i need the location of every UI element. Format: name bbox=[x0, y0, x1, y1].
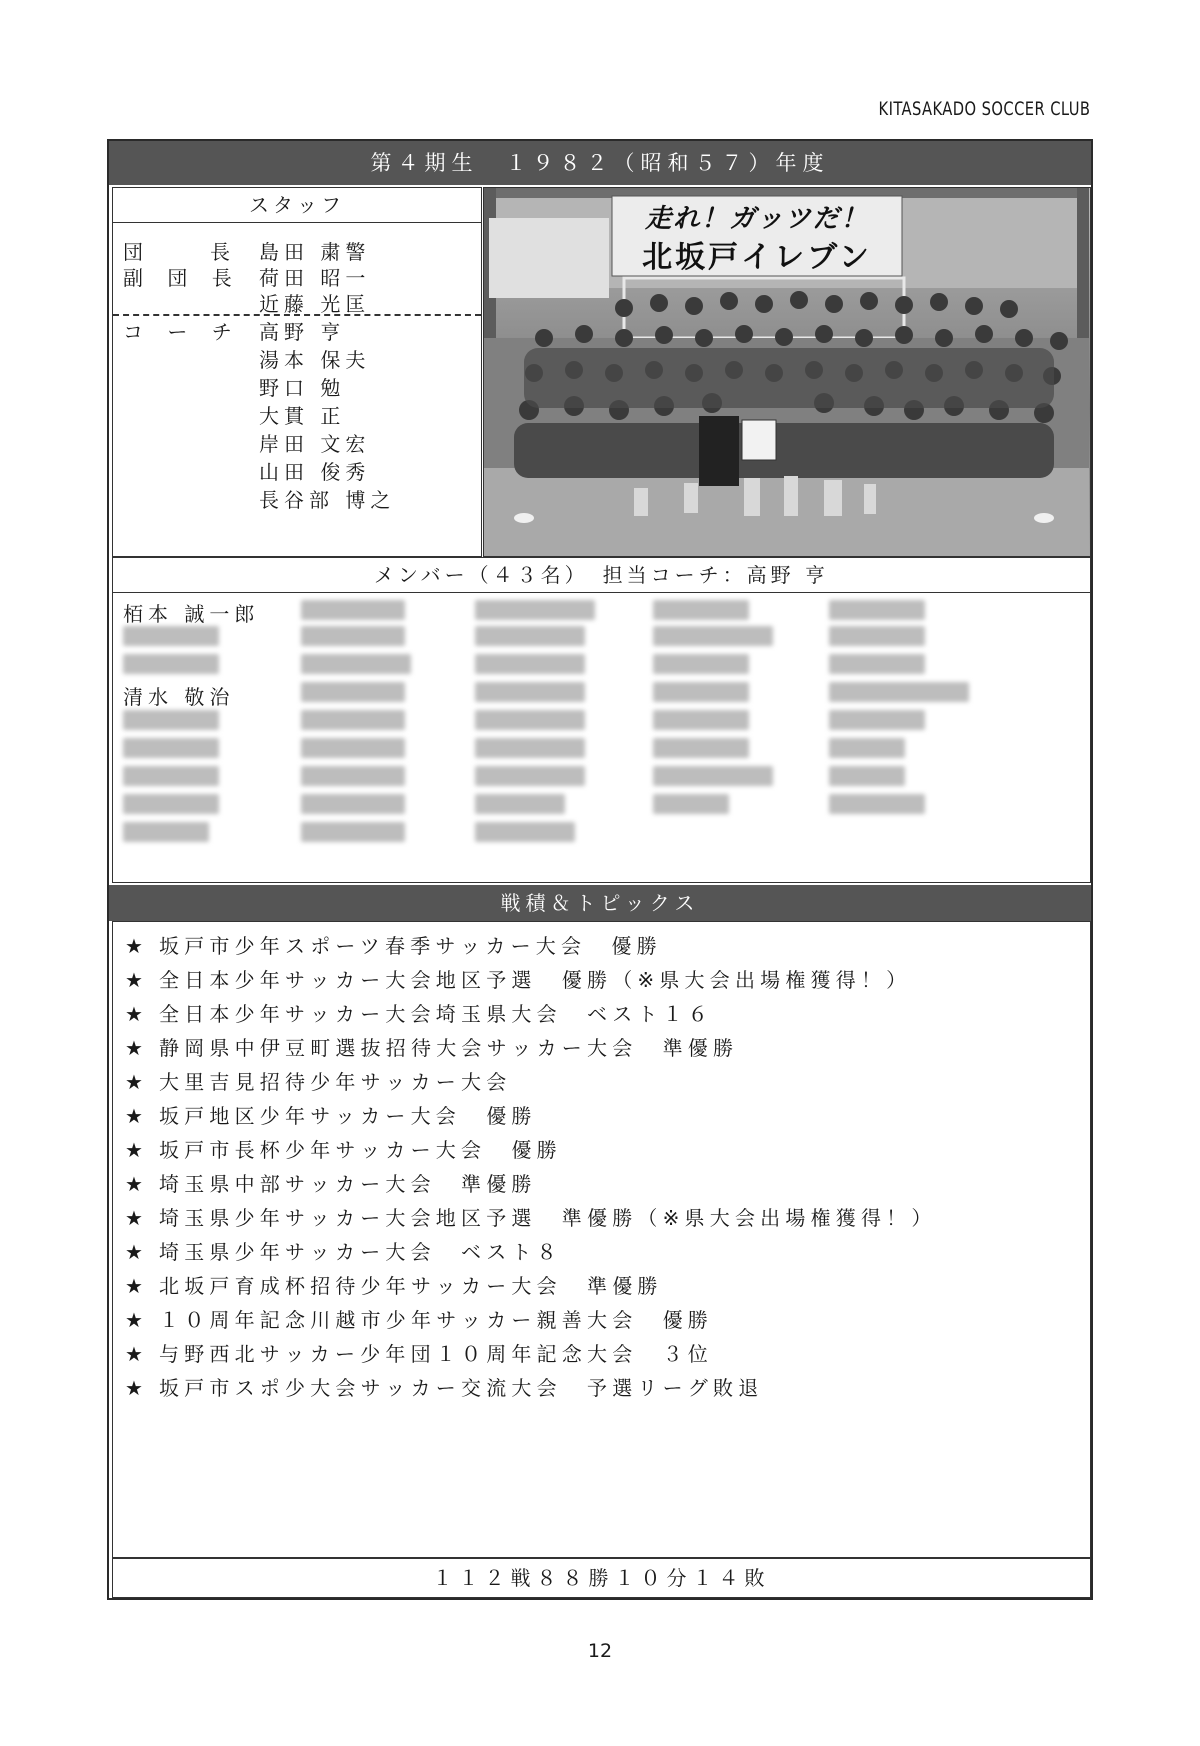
star-icon: ★ bbox=[125, 968, 143, 992]
season-record: １１２戦８８勝１０分１４敗 bbox=[112, 1558, 1091, 1598]
redacted-name bbox=[653, 682, 749, 702]
topic-item: ★ 埼玉県少年サッカー大会 ベスト８ bbox=[125, 1240, 562, 1264]
photo-banner-line1: 走れ！ガッツだ！ bbox=[645, 204, 869, 234]
redacted-name bbox=[829, 626, 925, 646]
member-name: 栢本 誠一郎 bbox=[123, 602, 260, 626]
redacted-name bbox=[475, 794, 565, 814]
staff-name: 近藤 光匡 bbox=[259, 292, 371, 316]
staff-role-coach: コ ー チ bbox=[123, 320, 241, 344]
page-number: 12 bbox=[587, 1640, 613, 1662]
star-icon: ★ bbox=[125, 1104, 143, 1128]
redacted-name bbox=[475, 738, 585, 758]
redacted-name bbox=[475, 710, 585, 730]
star-icon: ★ bbox=[125, 1240, 143, 1264]
redacted-name bbox=[653, 710, 749, 730]
year-title-band: 第４期生 １９８２（昭和５７）年度 bbox=[109, 141, 1091, 185]
redacted-name bbox=[653, 626, 773, 646]
staff-name: 荷田 昭一 bbox=[259, 266, 371, 290]
star-icon: ★ bbox=[125, 1308, 143, 1332]
redacted-name bbox=[653, 654, 749, 674]
redacted-name bbox=[301, 766, 405, 786]
redacted-name bbox=[475, 822, 575, 842]
redacted-name bbox=[829, 738, 905, 758]
redacted-name bbox=[301, 710, 405, 730]
star-icon: ★ bbox=[125, 1274, 143, 1298]
member-name: 清水 敬治 bbox=[123, 685, 235, 709]
staff-name: 湯本 保夫 bbox=[259, 348, 371, 372]
star-icon: ★ bbox=[125, 1138, 143, 1162]
redacted-name bbox=[475, 682, 585, 702]
staff-panel bbox=[112, 187, 482, 557]
redacted-name bbox=[123, 822, 209, 842]
redacted-name bbox=[123, 626, 219, 646]
redacted-name bbox=[653, 600, 749, 620]
club-name-header: KITASAKADO SOCCER CLUB bbox=[878, 98, 1090, 120]
redacted-name bbox=[475, 654, 585, 674]
team-photo bbox=[483, 187, 1091, 557]
star-icon: ★ bbox=[125, 1036, 143, 1060]
topic-item: ★ 静岡県中伊豆町選抜招待大会サッカー大会 準優勝 bbox=[125, 1036, 739, 1060]
redacted-name bbox=[829, 794, 925, 814]
redacted-name bbox=[123, 794, 219, 814]
staff-role-leader: 団 長 bbox=[123, 240, 239, 264]
members-list bbox=[112, 593, 1091, 883]
redacted-name bbox=[829, 654, 925, 674]
redacted-name bbox=[301, 822, 405, 842]
topic-item: ★ 埼玉県少年サッカー大会地区予選 準優勝（※県大会出場権獲得！） bbox=[125, 1206, 937, 1230]
redacted-name bbox=[653, 766, 773, 786]
star-icon: ★ bbox=[125, 1376, 143, 1400]
redacted-name bbox=[475, 626, 585, 646]
members-heading: メンバー（４３名） 担当コーチ：高野 亨 bbox=[112, 557, 1091, 593]
staff-name: 野口 勉 bbox=[259, 376, 346, 400]
redacted-name bbox=[301, 738, 405, 758]
redacted-name bbox=[123, 654, 219, 674]
redacted-name bbox=[829, 766, 905, 786]
topic-item: ★ 北坂戸育成杯招待少年サッカー大会 準優勝 bbox=[125, 1274, 663, 1298]
redacted-name bbox=[301, 682, 405, 702]
redacted-name bbox=[475, 766, 585, 786]
topic-item: ★ 埼玉県中部サッカー大会 準優勝 bbox=[125, 1172, 537, 1196]
redacted-name bbox=[301, 654, 411, 674]
staff-name: 岸田 文宏 bbox=[259, 432, 371, 456]
redacted-name bbox=[475, 600, 595, 620]
topic-item: ★ 全日本少年サッカー大会埼玉県大会 ベスト１６ bbox=[125, 1002, 713, 1026]
staff-name: 長谷部 博之 bbox=[259, 488, 396, 512]
topic-item: ★ １０周年記念川越市少年サッカー親善大会 優勝 bbox=[125, 1308, 713, 1332]
redacted-name bbox=[653, 738, 749, 758]
staff-name: 大貫 正 bbox=[259, 404, 346, 428]
redacted-name bbox=[301, 626, 405, 646]
topic-item: ★ 坂戸市スポ少大会サッカー交流大会 予選リーグ敗退 bbox=[125, 1376, 764, 1400]
staff-role-vice-leader: 副 団 長 bbox=[123, 266, 241, 290]
staff-name: 山田 俊秀 bbox=[259, 460, 371, 484]
topic-item: ★ 坂戸地区少年サッカー大会 優勝 bbox=[125, 1104, 537, 1128]
redacted-name bbox=[123, 738, 219, 758]
topic-item: ★ 坂戸市長杯少年サッカー大会 優勝 bbox=[125, 1138, 562, 1162]
redacted-name bbox=[829, 600, 925, 620]
photo-banner-line2: 北坂戸イレブン bbox=[642, 240, 872, 275]
redacted-name bbox=[301, 600, 405, 620]
staff-heading: スタッフ bbox=[113, 188, 481, 223]
star-icon: ★ bbox=[125, 1342, 143, 1366]
yearbook-frame bbox=[107, 139, 1093, 1600]
redacted-name bbox=[123, 766, 219, 786]
redacted-name bbox=[123, 710, 219, 730]
redacted-name bbox=[653, 794, 729, 814]
topics-heading-band: 戦積＆トピックス bbox=[109, 885, 1091, 921]
topic-item: ★ 坂戸市少年スポーツ春季サッカー大会 優勝 bbox=[125, 934, 662, 958]
star-icon: ★ bbox=[125, 1206, 143, 1230]
redacted-name bbox=[301, 794, 405, 814]
star-icon: ★ bbox=[125, 934, 143, 958]
redacted-name bbox=[829, 682, 969, 702]
topics-list bbox=[112, 921, 1091, 1558]
star-icon: ★ bbox=[125, 1002, 143, 1026]
staff-name: 島田 粛警 bbox=[259, 240, 371, 264]
redacted-name bbox=[829, 710, 925, 730]
star-icon: ★ bbox=[125, 1172, 143, 1196]
staff-name: 高野 亨 bbox=[259, 320, 346, 344]
topic-item: ★ 大里吉見招待少年サッカー大会 bbox=[125, 1070, 512, 1094]
topic-item: ★ 与野西北サッカー少年団１０周年記念大会 ３位 bbox=[125, 1342, 713, 1366]
star-icon: ★ bbox=[125, 1070, 143, 1094]
topic-item: ★ 全日本少年サッカー大会地区予選 優勝（※県大会出場権獲得！） bbox=[125, 968, 912, 992]
